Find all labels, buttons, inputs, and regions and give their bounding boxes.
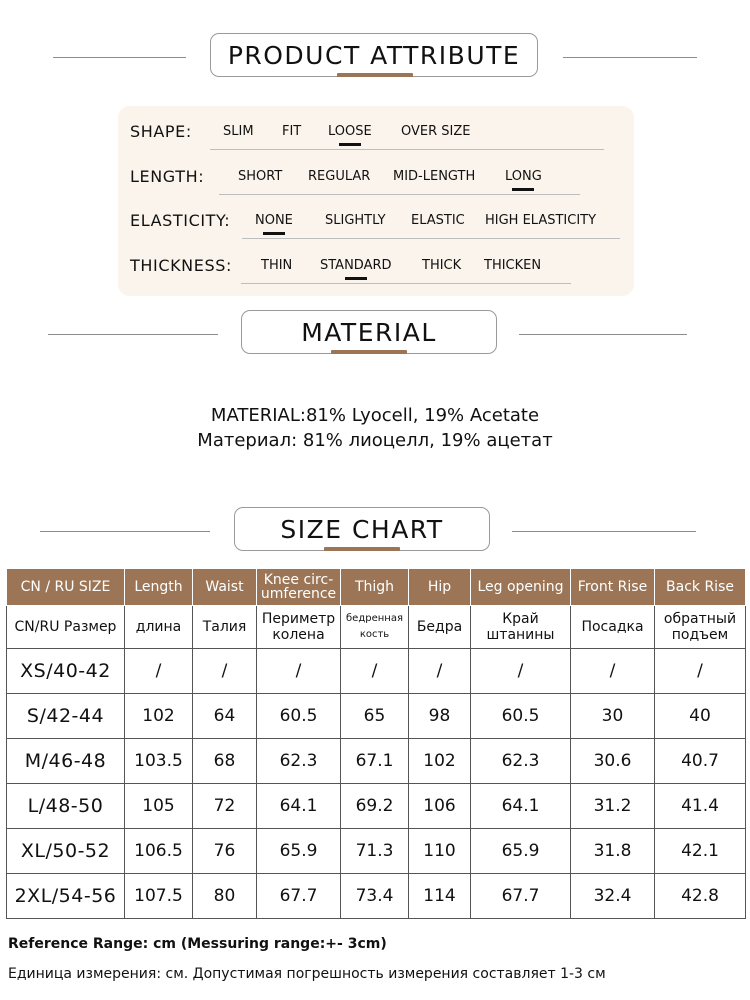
value-cell: 76 — [193, 829, 257, 874]
attribute-row-thickness — [118, 254, 634, 284]
size-cell: XS/40-42 — [7, 649, 125, 694]
value-cell: 71.3 — [341, 829, 409, 874]
attribute-label: ELASTICITY: — [130, 211, 231, 230]
value-cell: / — [471, 649, 571, 694]
table-row — [7, 739, 746, 784]
value-cell: 42.1 — [655, 829, 746, 874]
table-row — [7, 829, 746, 874]
value-cell: / — [341, 649, 409, 694]
header-ru-cell: обратный подъем — [655, 606, 746, 649]
title-accent-bar — [331, 350, 407, 354]
section-title: SIZE CHART — [234, 507, 490, 551]
value-cell: 67.7 — [471, 874, 571, 919]
header-ru-cell: Бедра — [409, 606, 471, 649]
value-cell: 102 — [125, 694, 193, 739]
attribute-label: SHAPE: — [130, 122, 192, 141]
table-row — [7, 874, 746, 919]
value-cell: 40 — [655, 694, 746, 739]
value-cell: 68 — [193, 739, 257, 784]
section-title: MATERIAL — [241, 310, 497, 354]
size-chart-table — [6, 568, 746, 919]
attribute-row-shape — [118, 120, 634, 150]
value-cell: 31.2 — [571, 784, 655, 829]
options-line — [241, 283, 571, 284]
value-cell: 73.4 — [341, 874, 409, 919]
table-header-ru-row — [7, 606, 746, 649]
header-ru-cell: Талия — [193, 606, 257, 649]
header-ru-cell: Посадка — [571, 606, 655, 649]
option-long: LONG — [505, 169, 542, 184]
attribute-row-elasticity — [118, 209, 634, 239]
value-cell: 67.7 — [257, 874, 341, 919]
value-cell: / — [125, 649, 193, 694]
value-cell: 103.5 — [125, 739, 193, 784]
selected-marker — [339, 143, 361, 146]
options-line — [219, 194, 580, 195]
value-cell: 30.6 — [571, 739, 655, 784]
option-fit: FIT — [282, 124, 302, 139]
divider-right — [563, 57, 697, 58]
value-cell: 106.5 — [125, 829, 193, 874]
value-cell: 72 — [193, 784, 257, 829]
header-cell: CN / RU SIZE — [7, 569, 125, 606]
value-cell: 69.2 — [341, 784, 409, 829]
divider-left — [48, 334, 218, 335]
table-body — [7, 649, 746, 919]
value-cell: 114 — [409, 874, 471, 919]
value-cell: 65 — [341, 694, 409, 739]
table-row — [7, 784, 746, 829]
value-cell: / — [193, 649, 257, 694]
material-en: MATERIAL:81% Lyocell, 19% Acetate — [210, 405, 540, 426]
option-regular: REGULAR — [308, 169, 371, 184]
value-cell: 41.4 — [655, 784, 746, 829]
option-over-size: OVER SIZE — [401, 124, 471, 139]
option-high-elasticity: HIGH ELASTICITY — [485, 213, 597, 228]
table-row — [7, 694, 746, 739]
size-cell: 2XL/54-56 — [7, 874, 125, 919]
value-cell: 32.4 — [571, 874, 655, 919]
selected-marker — [263, 232, 285, 235]
header-cell: Waist — [193, 569, 257, 606]
header-cell: Length — [125, 569, 193, 606]
value-cell: / — [655, 649, 746, 694]
value-cell: 98 — [409, 694, 471, 739]
value-cell: 62.3 — [471, 739, 571, 784]
value-cell: 80 — [193, 874, 257, 919]
option-thick: THICK — [422, 258, 462, 273]
value-cell: 107.5 — [125, 874, 193, 919]
option-none: NONE — [255, 213, 293, 228]
header-cell: Back Rise — [655, 569, 746, 606]
header-cell: Front Rise — [571, 569, 655, 606]
value-cell: 65.9 — [471, 829, 571, 874]
header-ru-cell: Периметр колена — [257, 606, 341, 649]
option-loose: LOOSE — [328, 124, 372, 139]
title-accent-bar — [337, 73, 413, 77]
selected-marker — [512, 188, 534, 191]
header-ru-cell: CN/RU Размер — [7, 606, 125, 649]
divider-left — [53, 57, 186, 58]
material-header — [0, 310, 750, 360]
value-cell: 64.1 — [257, 784, 341, 829]
value-cell: 60.5 — [257, 694, 341, 739]
header-ru-cell: длина — [125, 606, 193, 649]
title-accent-bar — [324, 547, 400, 551]
size-cell: L/48-50 — [7, 784, 125, 829]
value-cell: 30 — [571, 694, 655, 739]
option-mid-length: MID-LENGTH — [393, 169, 476, 184]
divider-right — [519, 334, 687, 335]
header-ru-cell: Край штанины — [471, 606, 571, 649]
value-cell: 62.3 — [257, 739, 341, 784]
option-slightly: SLIGHTLY — [325, 213, 386, 228]
value-cell: 102 — [409, 739, 471, 784]
value-cell: / — [571, 649, 655, 694]
value-cell: 64 — [193, 694, 257, 739]
header-cell: Leg opening — [471, 569, 571, 606]
size-cell: M/46-48 — [7, 739, 125, 784]
table-row — [7, 649, 746, 694]
material-ru: Материал: 81% лиоцелл, 19% ацетат — [197, 430, 553, 451]
header-ru-cell: бедренная кость — [341, 606, 409, 649]
product-attribute-header — [0, 33, 750, 83]
header-cell: Thigh — [341, 569, 409, 606]
value-cell: 110 — [409, 829, 471, 874]
size-chart-header — [0, 507, 750, 557]
value-cell: 42.8 — [655, 874, 746, 919]
reference-range-ru: Единица измерения: см. Допустимая погрешность измерения составляет 1-3 см — [8, 966, 606, 982]
attribute-label: THICKNESS: — [130, 256, 232, 275]
option-thin: THIN — [261, 258, 293, 273]
value-cell: 67.1 — [341, 739, 409, 784]
value-cell: / — [257, 649, 341, 694]
size-cell: XL/50-52 — [7, 829, 125, 874]
header-cell: Hip — [409, 569, 471, 606]
option-elastic: ELASTIC — [411, 213, 465, 228]
value-cell: 60.5 — [471, 694, 571, 739]
attribute-row-length — [118, 165, 634, 195]
option-thicken: THICKEN — [484, 258, 542, 273]
option-slim: SLIM — [223, 124, 254, 139]
divider-right — [512, 531, 696, 532]
reference-range-en: Reference Range: cm (Messuring range:+- 3cm) — [8, 936, 387, 952]
value-cell: 106 — [409, 784, 471, 829]
option-short: SHORT — [238, 169, 283, 184]
table-header-row — [7, 569, 746, 606]
attribute-label: LENGTH: — [130, 167, 205, 186]
value-cell: 40.7 — [655, 739, 746, 784]
options-line — [242, 238, 620, 239]
attribute-panel — [118, 106, 634, 296]
options-line — [210, 149, 604, 150]
option-standard: STANDARD — [320, 258, 392, 273]
value-cell: / — [409, 649, 471, 694]
size-cell: S/42-44 — [7, 694, 125, 739]
value-cell: 65.9 — [257, 829, 341, 874]
value-cell: 31.8 — [571, 829, 655, 874]
divider-left — [40, 531, 210, 532]
value-cell: 105 — [125, 784, 193, 829]
selected-marker — [345, 277, 367, 280]
header-cell: Knee circ-umference — [257, 569, 341, 606]
section-title: PRODUCT ATTRIBUTE — [210, 33, 538, 77]
value-cell: 64.1 — [471, 784, 571, 829]
